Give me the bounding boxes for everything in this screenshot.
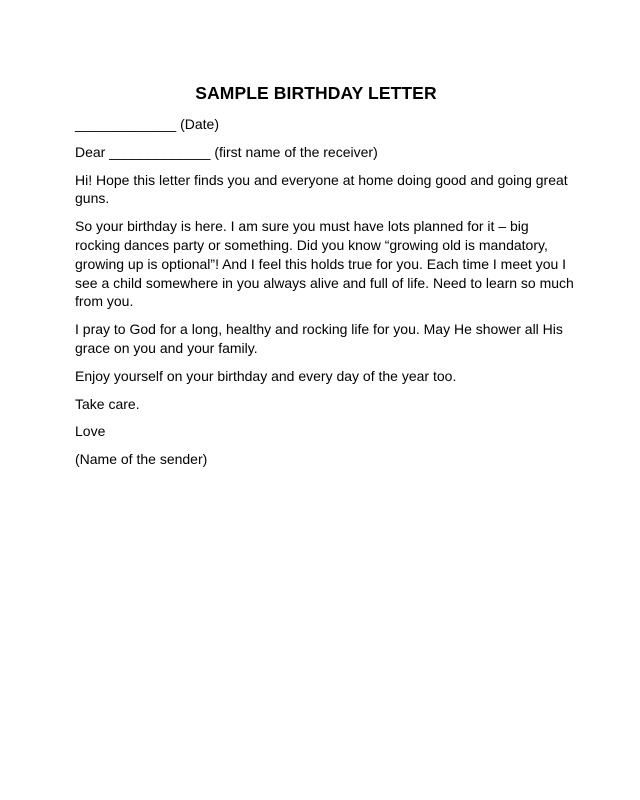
paragraph-greeting-wish: Hi! Hope this letter finds you and everyone at home doing good and going great guns. <box>75 171 568 207</box>
paragraph-birthday-here: So your birthday is here. I am sure you must have lots planned for it – big rocking dances party or something. Did you know “growing old is mandatory, growing up is optional”! And I feel this holds true for you. Each time I meet you I see a child somewhere in you always alive and full of life. Need to learn so much from you. <box>75 218 574 310</box>
paragraph-enjoy: Enjoy yourself on your birthday and every day of the year too. <box>75 367 457 384</box>
date-line: _____________ (Date) <box>75 116 220 132</box>
greeting-line: Dear _____________ (first name of the receiver) <box>75 143 378 160</box>
document-title: SAMPLE BIRTHDAY LETTER <box>195 83 437 103</box>
signoff-line: Love <box>75 423 106 440</box>
closing-line: Take care. <box>75 395 140 412</box>
paragraph-prayer: I pray to God for a long, healthy and rocking life for you. May He shower all His grace on you and your family. <box>75 321 563 356</box>
letter-body <box>75 115 575 478</box>
sender-line: (Name of the sender) <box>75 451 208 468</box>
